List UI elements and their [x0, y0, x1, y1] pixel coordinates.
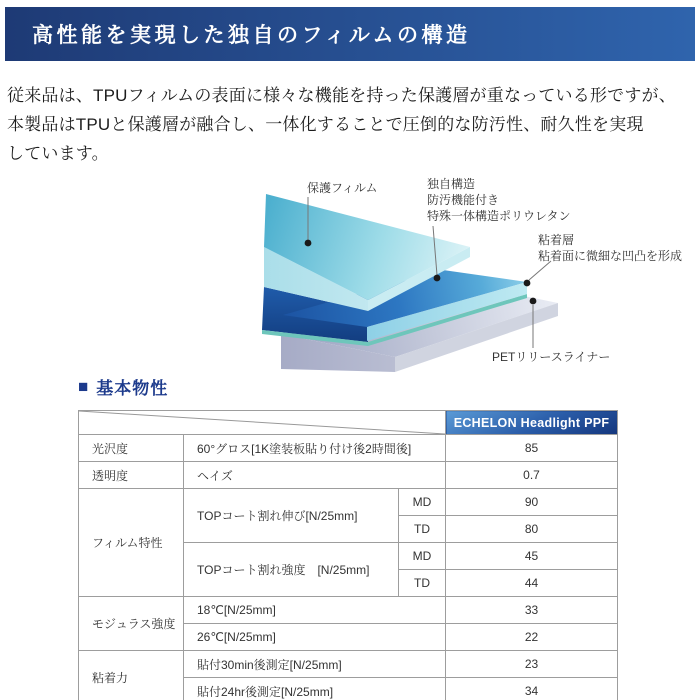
row-test: 18℃[N/25mm] [184, 597, 446, 624]
basic-properties-table [78, 410, 618, 700]
row-value: 90 [446, 489, 618, 516]
product-column-header: ECHELON Headlight PPF [446, 411, 618, 435]
row-direction: MD [399, 489, 446, 516]
intro-line: 従来品は、TPUフィルムの表面に様々な機能を持った保護層が重なっている形ですが、 [7, 86, 676, 105]
row-category: フィルム特性 [79, 489, 184, 597]
row-value: 22 [446, 624, 618, 651]
row-category: 光沢度 [79, 435, 184, 462]
row-test: 貼付24hr後測定[N/25mm] [184, 678, 446, 700]
layer-marker-dot [530, 298, 537, 305]
row-category: 粘着力 [79, 651, 184, 700]
row-test: 貼付30min後測定[N/25mm] [184, 651, 446, 678]
row-category: 透明度 [79, 462, 184, 489]
layer-marker-dot [524, 280, 531, 287]
label-unique-structure-3: 特殊一体構造ポリウレタン [427, 209, 571, 223]
layer-marker-dot [434, 275, 441, 282]
row-value: 80 [446, 516, 618, 543]
table-row [79, 462, 618, 489]
section-header-banner [5, 7, 695, 61]
label-pet-liner: PETリリースライナー [492, 350, 611, 364]
row-test: TOPコート割れ強度 [N/25mm] [184, 543, 399, 597]
row-value: 85 [446, 435, 618, 462]
row-value: 0.7 [446, 462, 618, 489]
label-unique-structure-1: 独自構造 [427, 177, 476, 191]
section-bullet-icon: ■ [78, 377, 90, 396]
table-row [79, 435, 618, 462]
row-direction: TD [399, 516, 446, 543]
layer-marker-dot [305, 240, 312, 247]
table-corner-cell [79, 411, 446, 435]
label-adhesive-2: 粘着面に微細な凹凸を形成 [538, 249, 683, 263]
film-structure-diagram [0, 170, 700, 380]
table-row [79, 489, 618, 516]
row-value: 34 [446, 678, 618, 700]
table-row [79, 597, 618, 624]
diagonal-divider [79, 411, 445, 434]
banner-title: 高性能を実現した独自のフィルムの構造 [32, 23, 471, 47]
label-protective-film: 保護フィルム [307, 181, 378, 195]
section-title: 基本物性 [96, 379, 169, 398]
label-unique-structure-2: 防汚機能付き [427, 193, 500, 207]
row-value: 44 [446, 570, 618, 597]
intro-line: しています。 [7, 144, 109, 163]
row-direction: TD [399, 570, 446, 597]
row-value: 45 [446, 543, 618, 570]
table-header-row [79, 411, 618, 435]
row-test: ヘイズ [184, 462, 446, 489]
row-value: 23 [446, 651, 618, 678]
row-value: 33 [446, 597, 618, 624]
intro-paragraph [7, 81, 695, 168]
row-category: モジュラス強度 [79, 597, 184, 651]
table-row [79, 651, 618, 678]
row-direction: MD [399, 543, 446, 570]
row-test: 26℃[N/25mm] [184, 624, 446, 651]
section-heading [78, 374, 168, 399]
intro-line: 本製品はTPUと保護層が融合し、一体化することで圧倒的な防汚性、耐久性を実現 [7, 115, 644, 134]
label-adhesive-1: 粘着層 [538, 233, 575, 247]
row-test: TOPコート割れ伸び[N/25mm] [184, 489, 399, 543]
row-test: 60°グロス[1K塗装板貼り付け後2時間後] [184, 435, 446, 462]
